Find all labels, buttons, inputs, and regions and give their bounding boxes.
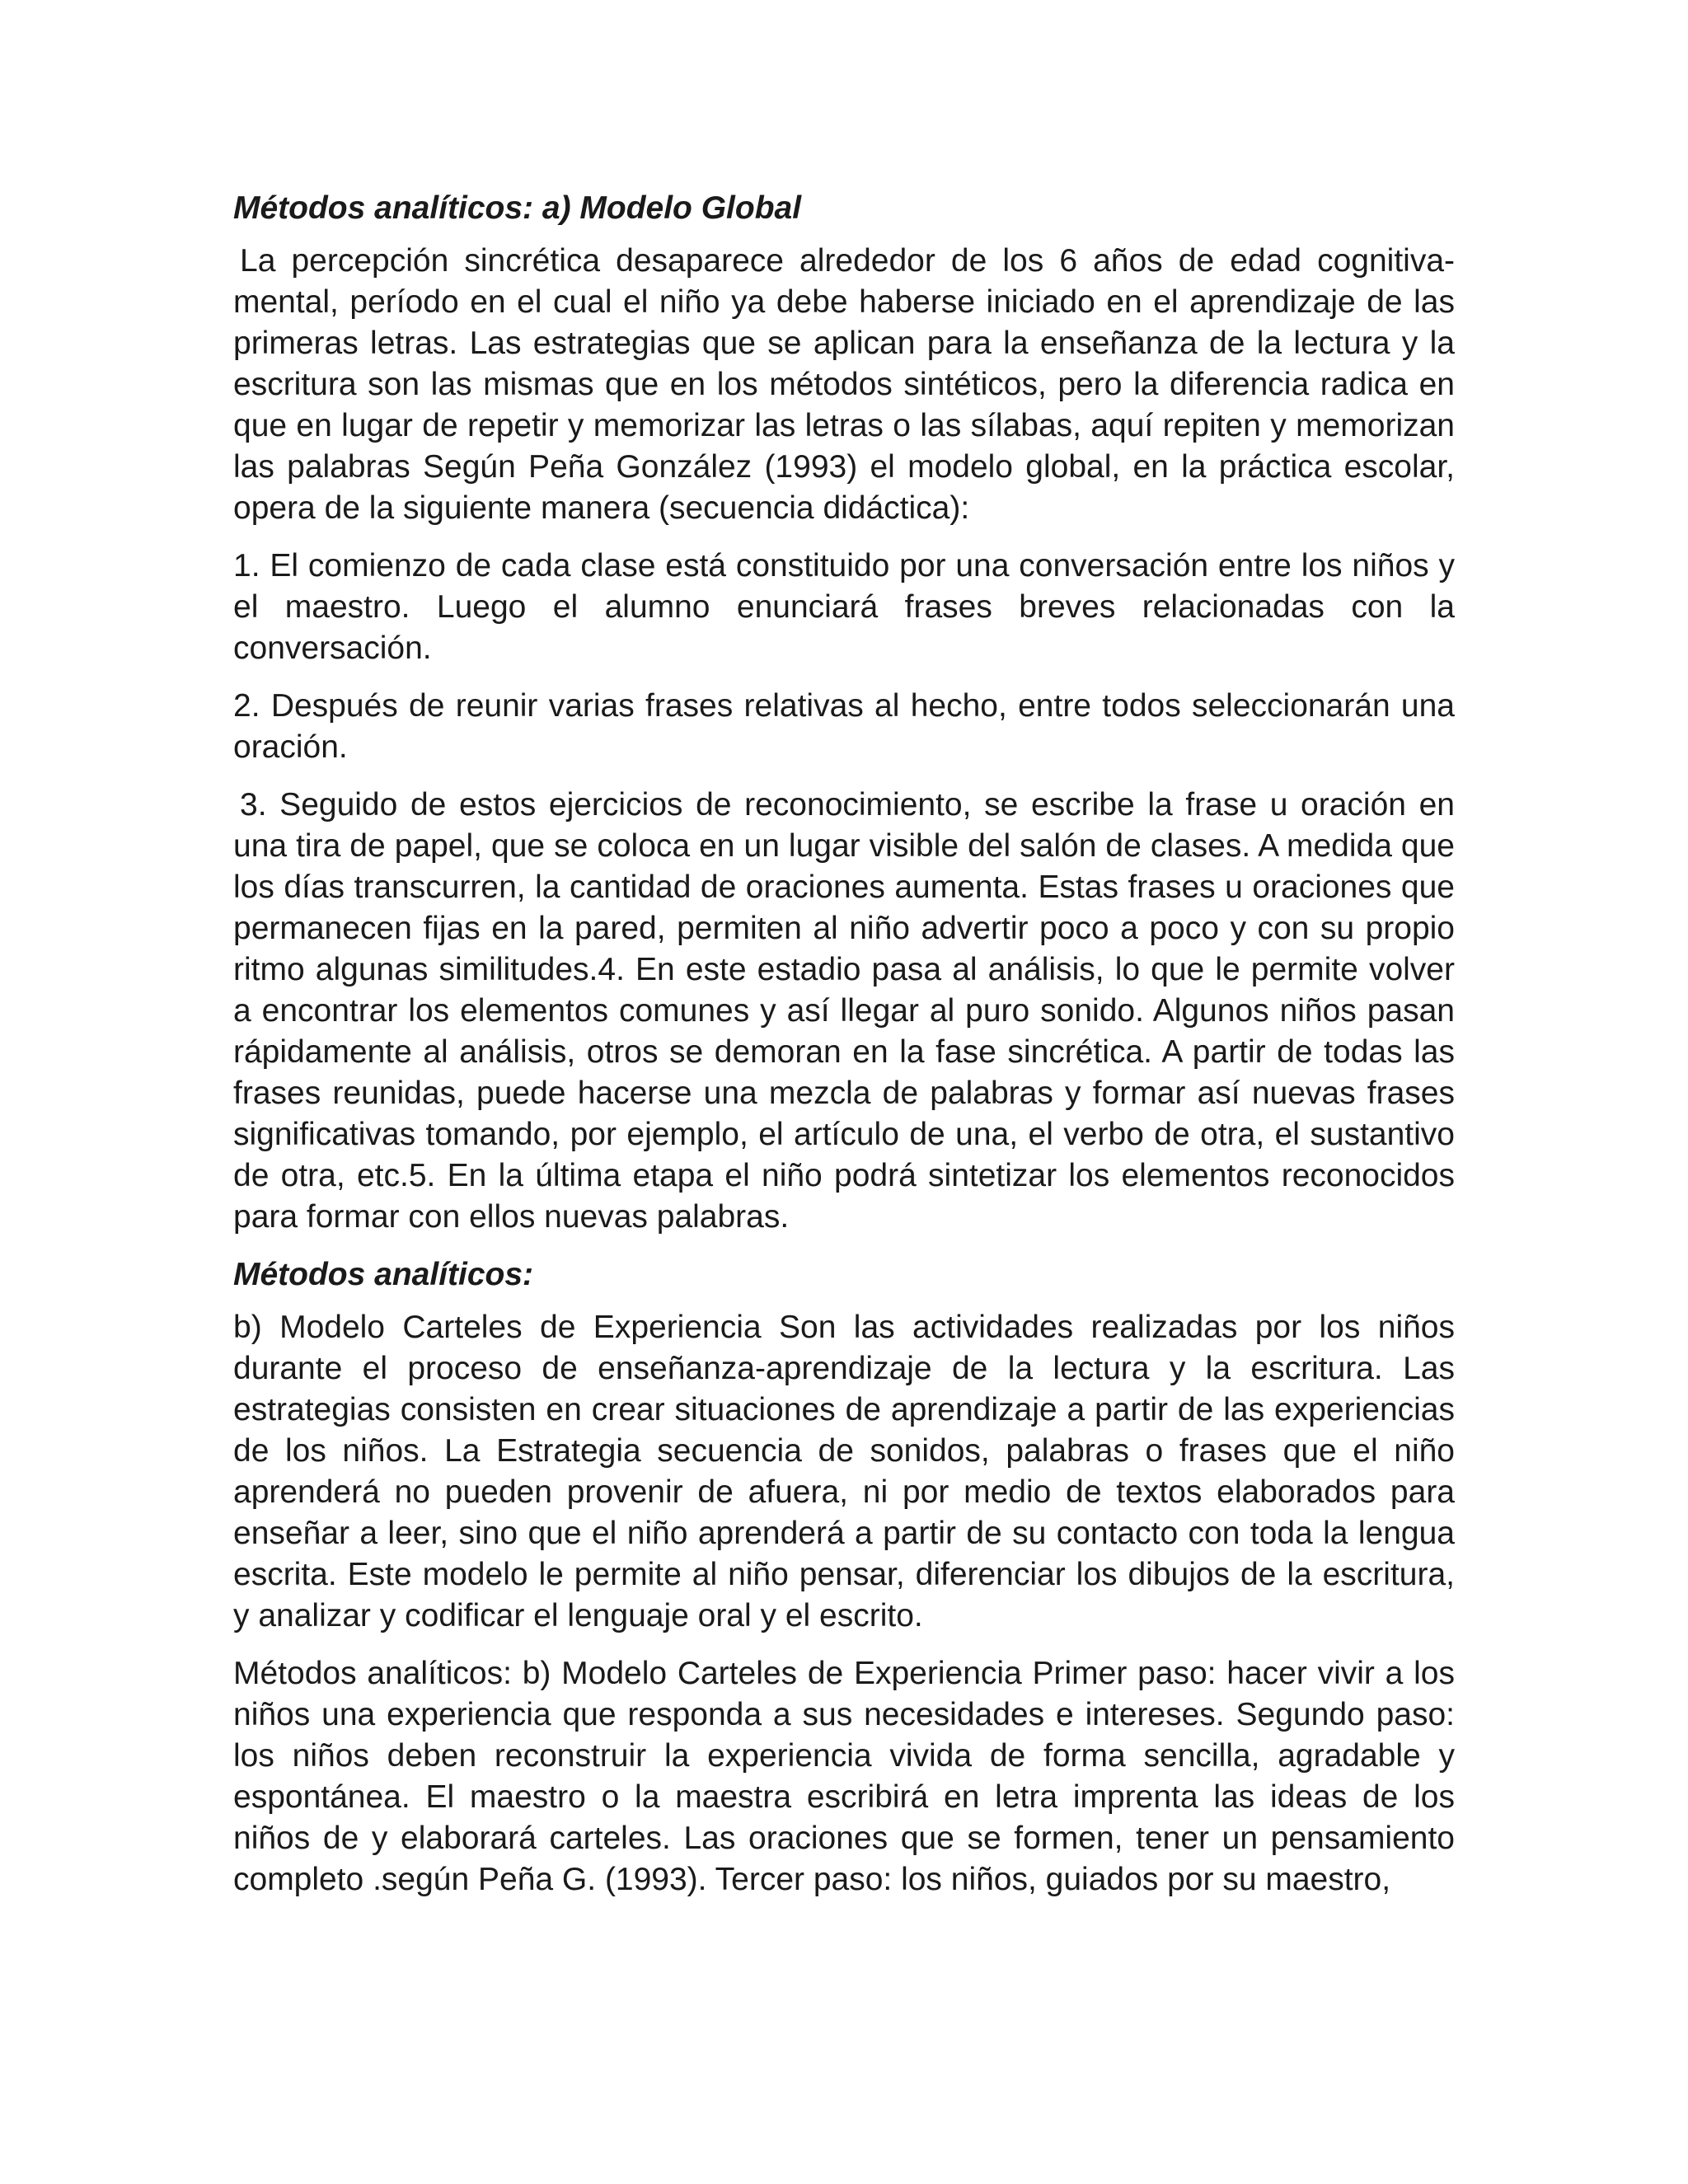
section-heading-global-model: Métodos analíticos: a) Modelo Global (233, 190, 802, 226)
paragraph-intro: La percepción sincrética desaparece alrededor de los 6 años de edad cognitiva-mental, período en el cual el niño ya debe haberse iniciado en el aprendizaje de las primeras letras. Las estrategias que se aplican para la enseñanza de la lectura y la escritura son las mismas que en los métodos sintéticos, pero la diferencia radica en que en lugar de repetir y memorizar las letras o las sílabas, aquí repiten y memorizan las palabras Según Peña González (1993) el modelo global, en la práctica escolar, opera de la siguiente manera (secuencia didáctica): (233, 243, 1455, 526)
paragraph-experience-steps: Métodos analíticos: b) Modelo Carteles de Experiencia Primer paso: hacer vivir a los niños una experiencia que responda a sus necesidades e intereses. Segundo paso: los niños deben reconstruir la experiencia vivida de forma sencilla, agradable y espontánea. El maestro o la maestra escribirá en letra imprenta las ideas de los niños de y elaborará carteles. Las oraciones que se formen, tener un pensamiento completo .según Peña G. (1993). Tercer paso: los niños, guiados por su maestro, (233, 1656, 1455, 1897)
paragraph-step-2: 2. Después de reunir varias frases relativas al hecho, entre todos seleccionarán una oración. (233, 688, 1455, 765)
paragraph-step-1: 1. El comienzo de cada clase está constituido por una conversación entre los niños y el maestro. Luego el alumno enunciará frases breves relacionadas con la conversación. (233, 548, 1455, 666)
paragraph-step-3: 3. Seguido de estos ejercicios de reconocimiento, se escribe la frase u oración en una tira de papel, que se coloca en un lugar visible del salón de clases. A medida que los días transcurren, la cantidad de oraciones aumenta. Estas frases u oraciones que permanecen fijas en la pared, permiten al niño advertir poco a poco y con su propio ritmo algunas similitudes.4. En este estadio pasa al análisis, lo que le permite volver a encontrar los elementos comunes y así llegar al puro sonido. Algunos niños pasan rápidamente al análisis, otros se demoran en la fase sincrética. A partir de todas las frases reunidas, puede hacerse una mezcla de palabras y formar así nuevas frases significativas tomando, por ejemplo, el artículo de una, el verbo de otra, el sustantivo de otra, etc.5. En la última etapa el niño podrá sintetizar los elementos reconocidos para formar con ellos nuevas palabras. (233, 787, 1455, 1235)
document-page (233, 188, 1455, 1917)
paragraph-experience-posters: b) Modelo Carteles de Experiencia Son las actividades realizadas por los niños durante el proceso de enseñanza-aprendizaje de la lectura y la escritura. Las estrategias consisten en crear situaciones de aprendizaje a partir de las experiencias de los niños. La Estrategia secuencia de sonidos, palabras o frases que el niño aprenderá no pueden provenir de afuera, ni por medio de textos elaborados para enseñar a leer, sino que el niño aprenderá a partir de su contacto con toda la lengua escrita. Este modelo le permite al niño pensar, diferenciar los dibujos de la escritura, y analizar y codificar el lenguaje oral y el escrito. (233, 1310, 1455, 1633)
section-heading-analytic-methods: Métodos analíticos: (233, 1257, 534, 1292)
